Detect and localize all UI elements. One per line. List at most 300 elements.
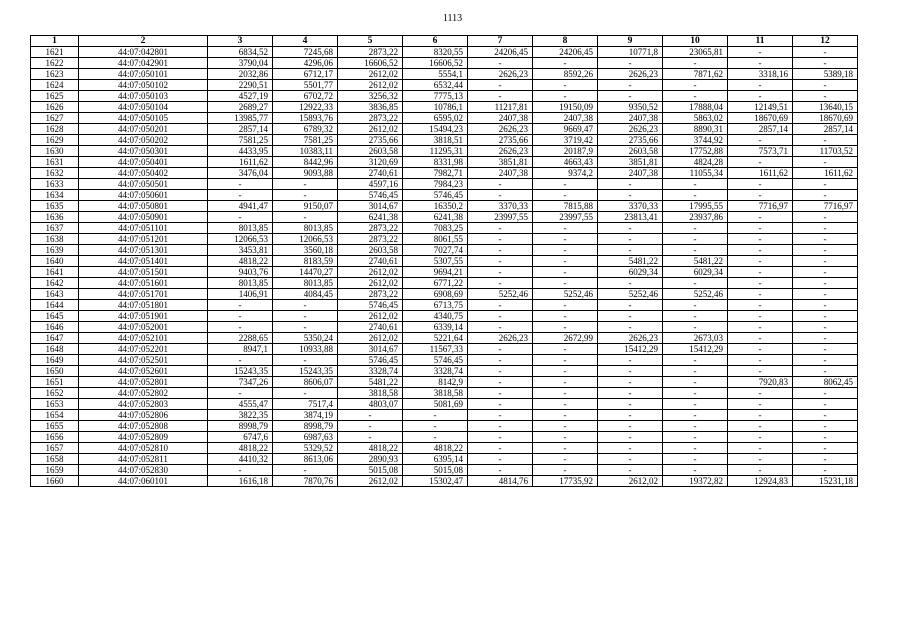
table-row: [31, 443, 858, 454]
table-cell: 6395,14: [403, 454, 468, 465]
data-table: [30, 35, 858, 487]
table-cell: 2612,02: [338, 267, 403, 278]
table-cell: 4410,32: [208, 454, 273, 465]
table-cell: 2407,38: [468, 168, 533, 179]
table-cell: -: [793, 256, 858, 267]
table-cell: 2626,23: [598, 124, 663, 135]
column-header: 10: [663, 36, 728, 47]
table-cell: 9150,07: [273, 201, 338, 212]
table-cell: 8890,31: [663, 124, 728, 135]
table-cell: 1624: [31, 80, 79, 91]
table-cell: 17735,92: [533, 476, 598, 487]
table-cell: 4663,43: [533, 157, 598, 168]
table-cell: 2612,02: [338, 69, 403, 80]
table-cell: 44:07:052830: [79, 465, 208, 476]
page-number: 1113: [442, 13, 463, 24]
table-row: [31, 223, 858, 234]
table-cell: 1655: [31, 421, 79, 432]
table-cell: 3328,74: [403, 366, 468, 377]
table-cell: -: [403, 410, 468, 421]
table-cell: 44:07:051401: [79, 256, 208, 267]
table-cell: 44:07:050103: [79, 91, 208, 102]
table-cell: 12922,33: [273, 102, 338, 113]
table-cell: 19150,09: [533, 102, 598, 113]
table-cell: -: [663, 432, 728, 443]
table-cell: 1406,91: [208, 289, 273, 300]
table-cell: 2612,02: [598, 476, 663, 487]
table-cell: 4597,16: [338, 179, 403, 190]
table-cell: 6834,52: [208, 47, 273, 58]
table-cell: -: [598, 421, 663, 432]
table-cell: -: [468, 355, 533, 366]
table-cell: 5501,77: [273, 80, 338, 91]
table-row: [31, 311, 858, 322]
table-cell: 5746,45: [403, 355, 468, 366]
table-cell: 1629: [31, 135, 79, 146]
table-cell: 15231,18: [793, 476, 858, 487]
table-cell: -: [793, 223, 858, 234]
table-cell: -: [533, 377, 598, 388]
header-row: [31, 36, 858, 47]
table-cell: 12066,53: [208, 234, 273, 245]
table-cell: -: [598, 432, 663, 443]
table-cell: 7870,76: [273, 476, 338, 487]
table-cell: 2673,03: [663, 333, 728, 344]
table-cell: 44:07:050201: [79, 124, 208, 135]
table-cell: -: [728, 212, 793, 223]
table-cell: 44:07:050105: [79, 113, 208, 124]
table-cell: 23937,86: [663, 212, 728, 223]
table-cell: 44:07:050501: [79, 179, 208, 190]
column-header: 1: [31, 36, 79, 47]
table-cell: -: [468, 377, 533, 388]
table-row: [31, 289, 858, 300]
table-cell: 18670,69: [728, 113, 793, 124]
table-row: [31, 146, 858, 157]
table-cell: 7083,25: [403, 223, 468, 234]
table-cell: 11703,52: [793, 146, 858, 157]
table-cell: -: [598, 245, 663, 256]
table-cell: -: [728, 344, 793, 355]
table-cell: -: [793, 322, 858, 333]
table-cell: 15243,35: [273, 366, 338, 377]
table-cell: 2873,22: [338, 223, 403, 234]
table-cell: 1657: [31, 443, 79, 454]
table-cell: 7245,68: [273, 47, 338, 58]
table-row: [31, 267, 858, 278]
table-cell: 3014,67: [338, 201, 403, 212]
table-cell: -: [728, 443, 793, 454]
table-cell: 4555,47: [208, 399, 273, 410]
table-cell: 12924,83: [728, 476, 793, 487]
table-cell: -: [793, 366, 858, 377]
table-cell: 1611,62: [793, 168, 858, 179]
table-cell: 5252,46: [533, 289, 598, 300]
column-header: 4: [273, 36, 338, 47]
table-cell: 7581,25: [273, 135, 338, 146]
table-cell: -: [728, 179, 793, 190]
table-row: [31, 410, 858, 421]
table-cell: 2612,02: [338, 124, 403, 135]
table-cell: 2735,66: [338, 135, 403, 146]
column-header: 7: [468, 36, 533, 47]
table-row: [31, 344, 858, 355]
table-cell: -: [793, 300, 858, 311]
table-cell: 1658: [31, 454, 79, 465]
table-cell: -: [793, 289, 858, 300]
table-cell: 1634: [31, 190, 79, 201]
table-cell: 15412,29: [598, 344, 663, 355]
table-cell: 18670,69: [793, 113, 858, 124]
table-cell: -: [338, 421, 403, 432]
table-cell: -: [793, 388, 858, 399]
table-cell: -: [663, 300, 728, 311]
table-cell: 6789,32: [273, 124, 338, 135]
table-cell: 17752,88: [663, 146, 728, 157]
table-cell: 44:07:052808: [79, 421, 208, 432]
table-cell: 2672,99: [533, 333, 598, 344]
table-cell: -: [663, 234, 728, 245]
table-cell: -: [533, 432, 598, 443]
table-cell: 5481,22: [598, 256, 663, 267]
table-cell: 44:07:050801: [79, 201, 208, 212]
table-cell: 2740,61: [338, 168, 403, 179]
table-cell: -: [728, 399, 793, 410]
table-cell: -: [273, 179, 338, 190]
table-cell: 7984,23: [403, 179, 468, 190]
table-cell: 1641: [31, 267, 79, 278]
table-cell: -: [793, 443, 858, 454]
table-cell: -: [208, 179, 273, 190]
table-row: [31, 80, 858, 91]
table-cell: 1636: [31, 212, 79, 223]
table-cell: -: [533, 223, 598, 234]
table-cell: 1647: [31, 333, 79, 344]
table-cell: -: [598, 311, 663, 322]
table-cell: 2407,38: [468, 113, 533, 124]
table-cell: -: [663, 278, 728, 289]
table-cell: -: [728, 333, 793, 344]
table-cell: 3318,16: [728, 69, 793, 80]
table-cell: 1656: [31, 432, 79, 443]
table-cell: 6241,38: [403, 212, 468, 223]
table-cell: -: [793, 47, 858, 58]
table-cell: 2407,38: [598, 113, 663, 124]
table-cell: 44:07:052803: [79, 399, 208, 410]
table-cell: -: [793, 80, 858, 91]
table-cell: 2626,23: [468, 124, 533, 135]
table-cell: -: [663, 377, 728, 388]
table-cell: 1639: [31, 245, 79, 256]
table-row: [31, 91, 858, 102]
table-cell: 23813,41: [598, 212, 663, 223]
column-header: 11: [728, 36, 793, 47]
table-cell: 6747,6: [208, 432, 273, 443]
table-cell: -: [663, 465, 728, 476]
table-cell: 15302,47: [403, 476, 468, 487]
table-cell: 6339,14: [403, 322, 468, 333]
table-cell: -: [533, 443, 598, 454]
table-cell: 44:07:050401: [79, 157, 208, 168]
table-cell: 4433,95: [208, 146, 273, 157]
table-cell: 8013,85: [273, 278, 338, 289]
table-cell: -: [793, 212, 858, 223]
table-cell: -: [663, 421, 728, 432]
table-cell: -: [598, 399, 663, 410]
table-cell: 1622: [31, 58, 79, 69]
table-cell: 8013,85: [208, 278, 273, 289]
table-row: [31, 124, 858, 135]
table-cell: 2873,22: [338, 289, 403, 300]
table-cell: -: [663, 91, 728, 102]
table-cell: 3851,81: [598, 157, 663, 168]
table-cell: 2740,61: [338, 322, 403, 333]
table-cell: 1631: [31, 157, 79, 168]
table-cell: -: [598, 454, 663, 465]
table-cell: -: [273, 212, 338, 223]
table-cell: 8013,85: [273, 223, 338, 234]
table-cell: 6595,02: [403, 113, 468, 124]
table-cell: 1627: [31, 113, 79, 124]
table-cell: 44:07:050901: [79, 212, 208, 223]
table-cell: 8998,79: [208, 421, 273, 432]
table-cell: 13640,15: [793, 102, 858, 113]
table-cell: -: [728, 190, 793, 201]
table-row: [31, 179, 858, 190]
table-cell: 1654: [31, 410, 79, 421]
table-cell: 8998,79: [273, 421, 338, 432]
table-cell: -: [728, 388, 793, 399]
table-cell: -: [468, 454, 533, 465]
table-cell: 5746,45: [403, 190, 468, 201]
table-cell: 23065,81: [663, 47, 728, 58]
table-cell: -: [208, 212, 273, 223]
table-row: [31, 58, 858, 69]
table-cell: -: [793, 267, 858, 278]
table-cell: -: [533, 410, 598, 421]
table-cell: -: [728, 300, 793, 311]
table-row: [31, 157, 858, 168]
table-cell: 44:07:050102: [79, 80, 208, 91]
table-cell: -: [273, 322, 338, 333]
table-cell: 1611,62: [208, 157, 273, 168]
table-cell: 1642: [31, 278, 79, 289]
table-cell: -: [793, 234, 858, 245]
table-cell: -: [728, 91, 793, 102]
table-cell: 1659: [31, 465, 79, 476]
table-cell: 44:07:051801: [79, 300, 208, 311]
table-row: [31, 355, 858, 366]
table-cell: 44:07:050402: [79, 168, 208, 179]
table-cell: 5081,69: [403, 399, 468, 410]
table-cell: 1630: [31, 146, 79, 157]
table-cell: 9403,76: [208, 267, 273, 278]
table-cell: -: [468, 234, 533, 245]
table-cell: 5863,02: [663, 113, 728, 124]
table-cell: -: [598, 234, 663, 245]
table-cell: -: [533, 355, 598, 366]
table-cell: -: [663, 322, 728, 333]
table-cell: -: [598, 300, 663, 311]
table-cell: -: [533, 311, 598, 322]
table-cell: 3818,51: [403, 135, 468, 146]
table-row: [31, 278, 858, 289]
table-cell: 5389,18: [793, 69, 858, 80]
table-cell: 2689,27: [208, 102, 273, 113]
table-cell: 8606,07: [273, 377, 338, 388]
table-cell: -: [793, 135, 858, 146]
table-cell: 6241,38: [338, 212, 403, 223]
table-row: [31, 190, 858, 201]
table-cell: 44:07:051301: [79, 245, 208, 256]
table-cell: 2857,14: [793, 124, 858, 135]
table-row: [31, 388, 858, 399]
table-cell: -: [728, 58, 793, 69]
table-cell: 6987,63: [273, 432, 338, 443]
table-cell: -: [468, 278, 533, 289]
table-cell: -: [728, 278, 793, 289]
table-cell: -: [663, 410, 728, 421]
table-cell: 2857,14: [208, 124, 273, 135]
table-row: [31, 399, 858, 410]
table-cell: 2612,02: [338, 476, 403, 487]
table-cell: -: [468, 465, 533, 476]
table-cell: 24206,45: [533, 47, 598, 58]
table-cell: 2626,23: [598, 333, 663, 344]
table-cell: 2873,22: [338, 113, 403, 124]
table-row: [31, 245, 858, 256]
table-row: [31, 69, 858, 80]
table-cell: 2626,23: [468, 333, 533, 344]
table-cell: -: [533, 278, 598, 289]
table-cell: 13985,77: [208, 113, 273, 124]
table-cell: 3818,58: [403, 388, 468, 399]
table-row: [31, 102, 858, 113]
table-cell: -: [468, 366, 533, 377]
table-cell: 9669,47: [533, 124, 598, 135]
table-cell: 6029,34: [663, 267, 728, 278]
table-row: [31, 421, 858, 432]
table-cell: -: [533, 267, 598, 278]
table-cell: -: [533, 58, 598, 69]
table-cell: 44:07:052806: [79, 410, 208, 421]
table-cell: -: [468, 91, 533, 102]
table-cell: 4941,47: [208, 201, 273, 212]
table-cell: -: [793, 333, 858, 344]
table-cell: -: [598, 465, 663, 476]
table-cell: -: [533, 322, 598, 333]
table-cell: -: [273, 300, 338, 311]
table-cell: 15893,76: [273, 113, 338, 124]
table-cell: 10771,8: [598, 47, 663, 58]
table-cell: 1633: [31, 179, 79, 190]
table-row: [31, 113, 858, 124]
table-cell: 8183,59: [273, 256, 338, 267]
table-cell: 3719,42: [533, 135, 598, 146]
table-cell: 2407,38: [533, 113, 598, 124]
table-cell: 1635: [31, 201, 79, 212]
table-cell: 44:07:050601: [79, 190, 208, 201]
table-cell: -: [793, 344, 858, 355]
table-cell: -: [793, 465, 858, 476]
table-cell: 15494,23: [403, 124, 468, 135]
table-cell: 6771,22: [403, 278, 468, 289]
table-cell: 44:07:052101: [79, 333, 208, 344]
table-cell: 11567,33: [403, 344, 468, 355]
table-cell: 5329,52: [273, 443, 338, 454]
table-cell: -: [468, 432, 533, 443]
table-cell: 3256,32: [338, 91, 403, 102]
table-cell: 5746,45: [338, 300, 403, 311]
table-cell: -: [728, 256, 793, 267]
table-cell: 44:07:051601: [79, 278, 208, 289]
column-header: 2: [79, 36, 208, 47]
table-cell: -: [793, 179, 858, 190]
table-cell: 2890,93: [338, 454, 403, 465]
table-cell: 4824,28: [663, 157, 728, 168]
table-cell: 5252,46: [663, 289, 728, 300]
table-cell: 2740,61: [338, 256, 403, 267]
table-cell: 6029,34: [598, 267, 663, 278]
table-cell: 44:07:052801: [79, 377, 208, 388]
table-cell: -: [663, 223, 728, 234]
table-cell: 11295,31: [403, 146, 468, 157]
table-cell: 8061,55: [403, 234, 468, 245]
table-cell: -: [533, 80, 598, 91]
table-cell: -: [598, 388, 663, 399]
table-cell: -: [663, 245, 728, 256]
table-cell: 3836,85: [338, 102, 403, 113]
table-cell: -: [533, 300, 598, 311]
table-cell: 4084,45: [273, 289, 338, 300]
table-cell: 2735,66: [468, 135, 533, 146]
table-cell: 1644: [31, 300, 79, 311]
table-cell: 5746,45: [338, 355, 403, 366]
table-cell: -: [468, 256, 533, 267]
table-cell: 1643: [31, 289, 79, 300]
table-cell: -: [208, 465, 273, 476]
table-cell: -: [468, 344, 533, 355]
table-cell: -: [663, 388, 728, 399]
table-cell: 2288,65: [208, 333, 273, 344]
table-row: [31, 333, 858, 344]
table-cell: 1621: [31, 47, 79, 58]
table-cell: 44:07:050104: [79, 102, 208, 113]
table-cell: -: [468, 322, 533, 333]
table-cell: -: [468, 311, 533, 322]
table-cell: 8331,98: [403, 157, 468, 168]
table-cell: 8142,9: [403, 377, 468, 388]
table-cell: 1652: [31, 388, 79, 399]
table-cell: 10933,88: [273, 344, 338, 355]
table-cell: 7716,97: [728, 201, 793, 212]
table-cell: 1616,18: [208, 476, 273, 487]
table-cell: 12149,51: [728, 102, 793, 113]
table-cell: 1625: [31, 91, 79, 102]
table-cell: 14470,27: [273, 267, 338, 278]
table-cell: -: [728, 454, 793, 465]
table-cell: 4818,22: [208, 256, 273, 267]
table-row: [31, 168, 858, 179]
table-cell: 2735,66: [598, 135, 663, 146]
table-cell: 1651: [31, 377, 79, 388]
table-cell: 44:07:051901: [79, 311, 208, 322]
table-cell: -: [533, 465, 598, 476]
table-cell: 44:07:051101: [79, 223, 208, 234]
table-cell: 3744,92: [663, 135, 728, 146]
table-cell: -: [468, 58, 533, 69]
table-cell: 2612,02: [338, 333, 403, 344]
